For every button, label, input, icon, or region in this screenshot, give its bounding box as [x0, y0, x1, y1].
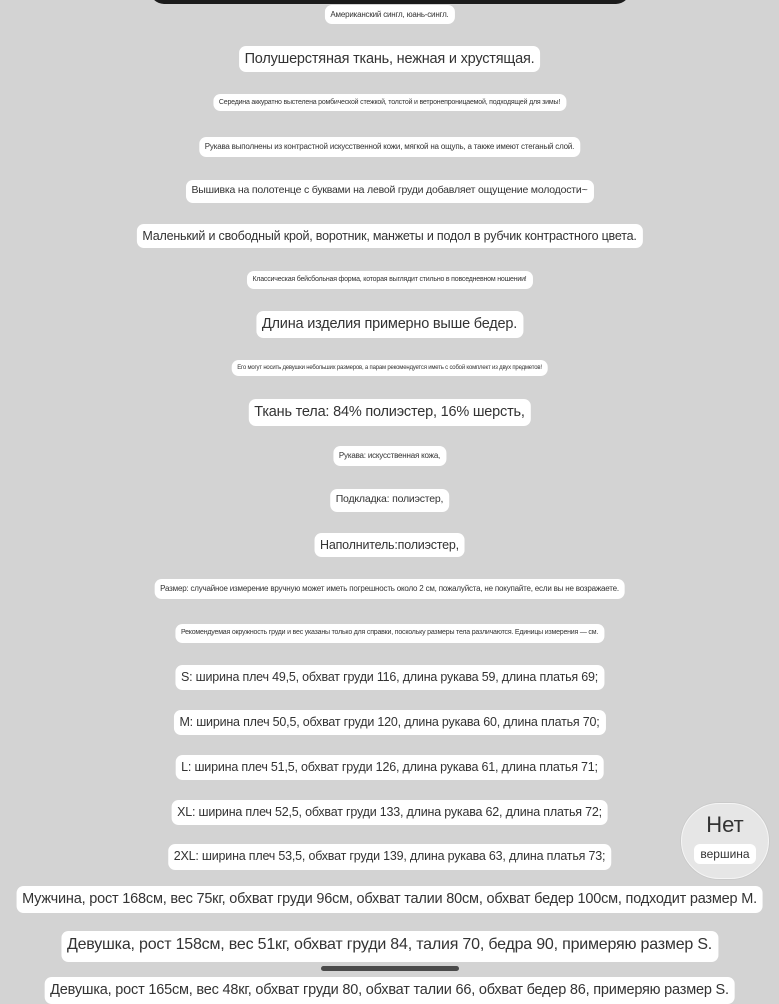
text-line: Длина изделия примерно выше бедер. [256, 311, 523, 338]
size-row: 2XL: ширина плеч 53,5, обхват груди 139, длина рукава 63, длина платья 73; [168, 844, 612, 870]
fit-reference-row: Девушка, рост 158см, вес 51кг, обхват груди 84, талия 70, бедра 90, примеряю размер S. [61, 931, 718, 962]
text-line: Наполнитель:полиэстер, [314, 533, 465, 557]
text-line: Классическая бейсбольная форма, которая выглядит стильно в повседневном ношении! [246, 271, 532, 289]
back-to-top-button[interactable] [681, 803, 769, 879]
size-row: M: ширина плеч 50,5, обхват груди 120, длина рукава 60, длина платья 70; [173, 710, 605, 735]
text-line: Подкладка: полиэстер, [330, 489, 450, 512]
size-row: S: ширина плеч 49,5, обхват груди 116, длина рукава 59, длина платья 69; [175, 665, 604, 690]
back-to-top-main-label: Нет [706, 812, 744, 837]
home-indicator[interactable] [321, 966, 459, 971]
text-line: Его могут носить девушки небольших размеров, а парам рекомендуется иметь с собой комплект из двух предметов! [231, 360, 548, 376]
text-line: Ткань тела: 84% полиэстер, 16% шерсть, [248, 399, 530, 426]
text-line: Рукава: искусственная кожа, [333, 446, 446, 466]
text-line: Рукава выполнены из контрастной искусственной кожи, мягкой на ощупь, а также имеют стеганый слой. [199, 137, 580, 157]
fit-reference-row: Девушка, рост 165см, вес 48кг, обхват груди 80, обхват талии 66, обхват бедер 86, примеряю размер S. [44, 977, 735, 1004]
text-line: Вышивка на полотенце с буквами на левой груди добавляет ощущение молодости~ [185, 180, 593, 203]
fit-reference-row: Мужчина, рост 168см, вес 75кг, обхват груди 96см, обхват талии 80см, обхват бедер 100см, подходит размер M. [16, 886, 763, 913]
text-line: Полушерстяная ткань, нежная и хрустящая. [239, 46, 541, 72]
text-line: Размер: случайное измерение вручную может иметь погрешность около 2 см, пожалуйста, не покупайте, если вы не возражаете. [154, 579, 625, 599]
text-line: Рекомендуемая окружность груди и вес указаны только для справки, поскольку размеры тела различаются. Единицы измерения — см. [175, 624, 604, 643]
top-status-bar [150, 0, 630, 4]
text-line: Американский сингл, юань-сингл. [324, 5, 454, 24]
size-row: L: ширина плеч 51,5, обхват груди 126, длина рукава 61, длина платья 71; [175, 755, 604, 780]
text-line: Маленький и свободный крой, воротник, манжеты и подол в рубчик контрастного цвета. [136, 224, 642, 248]
text-line: Середина аккуратно выстелена ромбической стежкой, толстой и ветронепроницаемой, подходящей для зимы! [213, 94, 566, 111]
size-row: XL: ширина плеч 52,5, обхват груди 133, длина рукава 62, длина платья 72; [171, 800, 608, 825]
back-to-top-sub-label: вершина [694, 844, 755, 864]
